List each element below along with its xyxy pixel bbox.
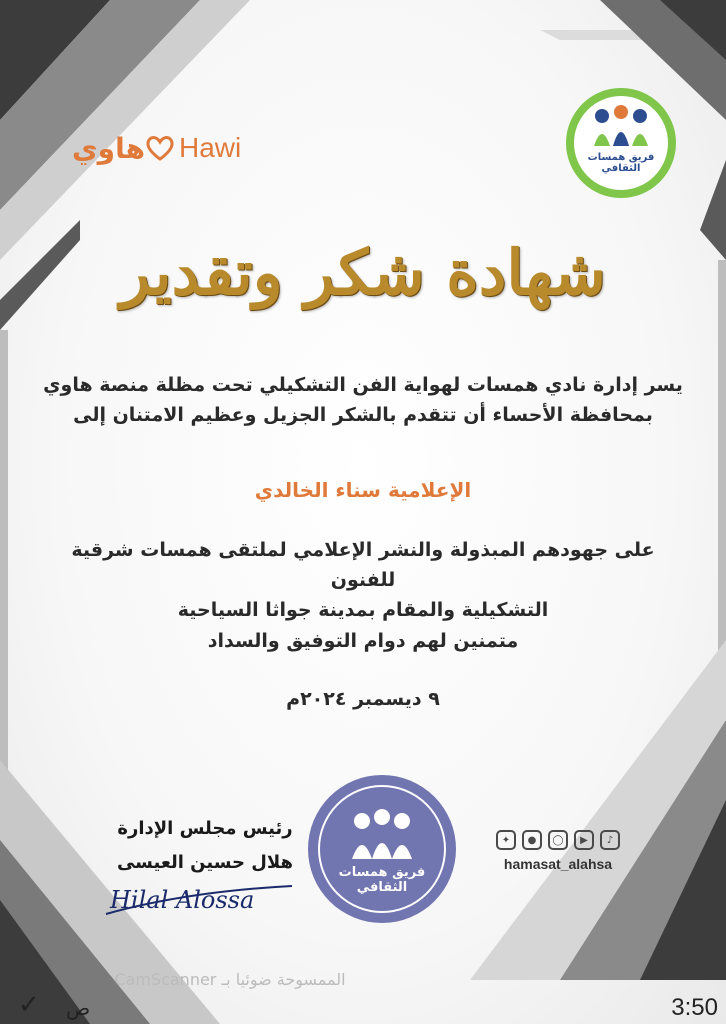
team-logo-inner bbox=[574, 96, 668, 190]
tiktok-icon: ♪ bbox=[600, 830, 620, 850]
people-icon bbox=[574, 96, 668, 152]
heart-icon bbox=[145, 135, 175, 161]
signatory-title: رئيس مجلس الإدارة bbox=[117, 818, 293, 839]
check-icon: ✓ bbox=[18, 990, 40, 1020]
certificate-intro bbox=[40, 370, 686, 430]
stamp-people-icon bbox=[342, 805, 422, 861]
hawi-logo-english: Hawi bbox=[179, 132, 242, 163]
twitter-icon: ✦ bbox=[496, 830, 516, 850]
hawi-logo-arabic: هاوي bbox=[72, 131, 145, 165]
stamp-name: فريق همسات الثقافي bbox=[338, 865, 426, 895]
certificate-title: شهادة شكر وتقدير bbox=[120, 236, 606, 309]
certificate-reason bbox=[40, 535, 686, 625]
official-stamp bbox=[308, 775, 456, 923]
signature-swoosh bbox=[96, 880, 296, 920]
instagram-icon: ◯ bbox=[548, 830, 568, 850]
team-logo-name: فريق همسات الثقافي bbox=[587, 152, 655, 174]
scanner-watermark: الممسوحة ضوئيا بـ CamScanner bbox=[114, 970, 346, 989]
frame-stripe-dark bbox=[700, 160, 726, 260]
status-time: 3:50 bbox=[671, 994, 718, 1021]
social-icons bbox=[478, 830, 638, 856]
handwritten-signature: Hilal Alossa bbox=[110, 886, 255, 914]
youtube-icon: ▶ bbox=[574, 830, 594, 850]
signatory-name: هلال حسين العيسى bbox=[116, 852, 294, 873]
team-logo bbox=[566, 88, 676, 198]
intro-line-1: يسر إدارة نادي همسات لهواية الفن التشكيلي تحت مظلة منصة هاوي bbox=[43, 374, 683, 396]
reason-line-2: التشكيلية والمقام بمدينة جواثا السياحية bbox=[177, 599, 549, 621]
stamp-ring bbox=[318, 785, 446, 913]
reason-line-1: على جهودهم المبذولة والنشر الإعلامي لملتقى همسات شرقية للفنون bbox=[71, 539, 655, 591]
intro-line-2: بمحافظة الأحساء أن تتقدم بالشكر الجزيل وعظيم الامتنان إلى bbox=[73, 404, 653, 426]
closing-wish: متمنين لهم دوام التوفيق والسداد bbox=[207, 630, 519, 652]
certificate-date: ٩ ديسمبر ٢٠٢٤م bbox=[286, 688, 440, 710]
snapchat-icon: ● bbox=[522, 830, 542, 850]
status-ampm: ص bbox=[66, 996, 91, 1020]
social-handle: hamasat_alahsa bbox=[503, 856, 613, 872]
hawi-logo bbox=[72, 128, 252, 168]
recipient-name: الإعلامية سناء الخالدي bbox=[254, 478, 472, 502]
